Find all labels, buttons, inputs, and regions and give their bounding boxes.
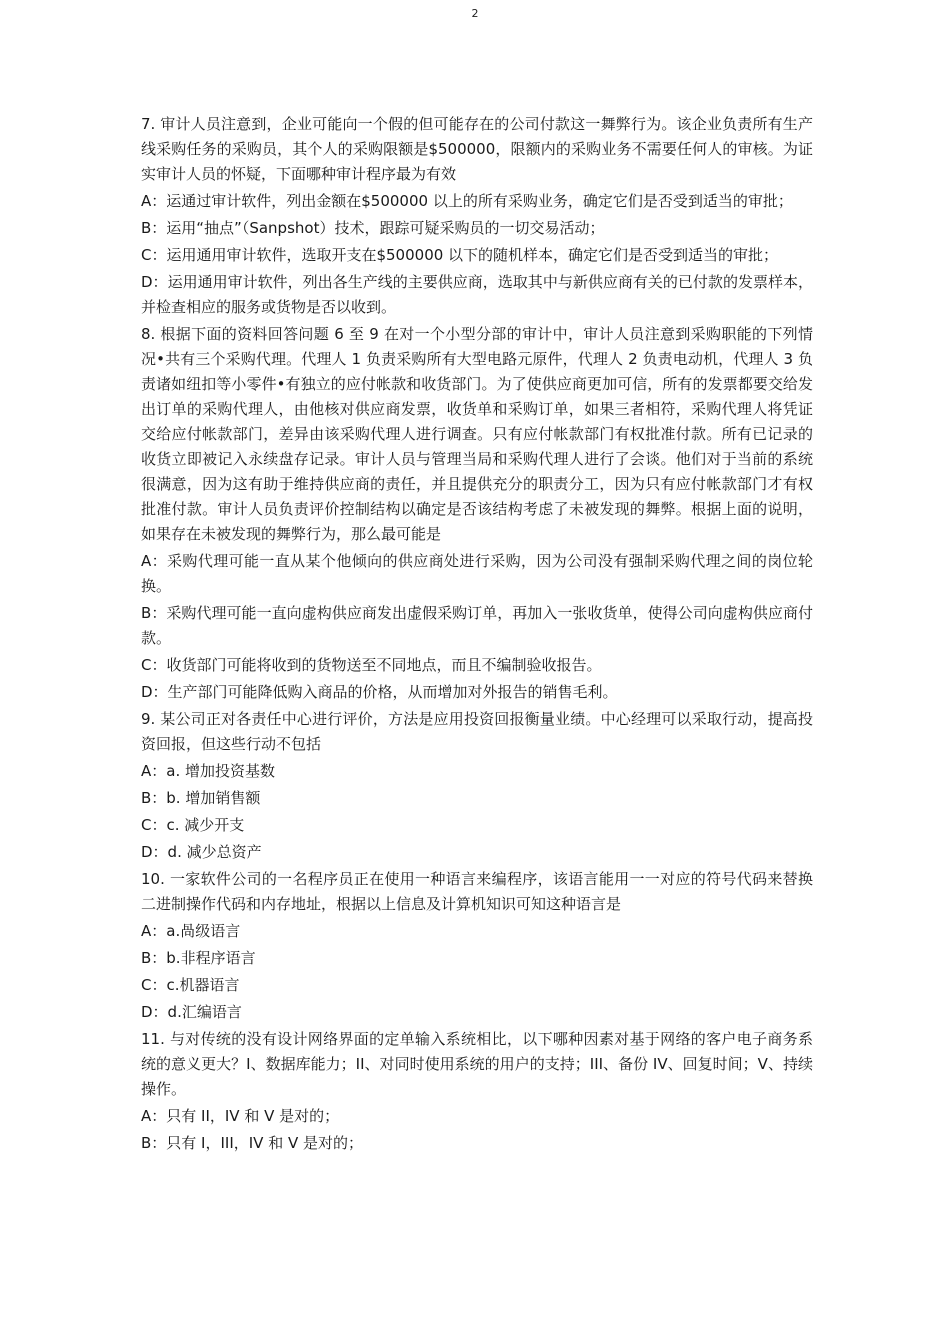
option-8b: B：采购代理可能一直向虚构供应商发出虚假采购订单，再加入一张收货单，使得公司向虚构供应商付款。 — [141, 604, 813, 647]
option-11b: B：只有 I，III，IV 和 V 是对的； — [141, 1134, 364, 1152]
question-8: 8. 根据下面的资料回答问题 6 至 9 在对一个小型分部的审计中，审计人员注意到采购职能的下列情况•共有三个采购代理。代理人 1 负责采购所有大型电路元原件，代理人 2 负责电动机，代理人 3 负责诸如纽扣等小零件•有独立的应付帐款和收货部门。为了使供应商更加可信，所有的发票都要交给发出订单的采购代理人，由他核对供应商发票，收货单和采购订单，如果三者相符，采购代理人将凭证交给应付帐款部门，差异由该采购代理人进行调查。只有应付帐款部门有权批准付款。所有已记录的收货立即被记入永续盘存记录。审计人员与管理当局和采购代理人进行了会谈。他们对于当前的系统很满意，因为这有助于维持供应商的责任，并且提供充分的职责分工，因为只有应付帐款部门才有权批准付款。审计人员负责评价控制结构以确定是否该结构考虑了未被发现的舞弊。根据上面的说明，如果存在未被发现的舞弊行为，那么最可能是 — [141, 325, 813, 543]
option-7b: B：运用“抽点”（Sanpshot）技术，跟踪可疑采购员的一切交易活动； — [141, 219, 605, 237]
option-11a: A：只有 II，IV 和 V 是对的； — [141, 1107, 340, 1125]
option-7c: C：运用通用审计软件，选取开支在$500000 以下的随机样本，确定它们是否受到适当的审批； — [141, 246, 779, 264]
option-9b: B：b. 增加销售额 — [141, 789, 261, 807]
option-10a: A：a.咼级语言 — [141, 922, 241, 940]
document-body — [141, 112, 813, 1158]
question-10: 10. 一家软件公司的一名程序员正在使用一种语言来编程序，该语言能用一一对应的符号代码来替换二进制操作代码和内存地址，根据以上信息及计算机知识可知这种语言是 — [141, 870, 813, 913]
option-8a: A：采购代理可能一直从某个他倾向的供应商处进行采购，因为公司没有强制采购代理之间的岗位轮换。 — [141, 552, 813, 595]
question-11: 11. 与对传统的没有设计网络界面的定单输入系统相比，以下哪种因素对基于网络的客户电子商务系统的意义更大？I、数据库能力；II、对同时使用系统的用户的支持；III、备份 IV、回复时间；V、持续操作。 — [141, 1030, 813, 1098]
option-8c: C：收货部门可能将收到的货物送至不同地点，而且不编制验收报告。 — [141, 656, 602, 674]
option-10c: C：c.机器语言 — [141, 976, 240, 994]
page-number: 2 — [471, 7, 479, 20]
option-10d: D：d.汇编语言 — [141, 1003, 242, 1021]
option-7d: D：运用通用审计软件，列出各生产线的主要供应商，选取其中与新供应商有关的已付款的发票样本，并检查相应的服务或货物是否以收到。 — [141, 273, 813, 316]
option-10b: B：b.非程序语言 — [141, 949, 256, 967]
option-8d: D：生产部门可能降低购入商品的价格，从而增加对外报告的销售毛利。 — [141, 683, 618, 701]
option-7a: A：运通过审计软件，列出金额在$500000 以上的所有采购业务，确定它们是否受到适当的审批； — [141, 192, 793, 210]
question-7: 7. 审计人员注意到，企业可能向一个假的但可能存在的公司付款这一舞弊行为。该企业负责所有生产线采购任务的采购员，其个人的采购限额是$500000，限额内的采购业务不需要任何人的审核。为证实审计人员的怀疑，下面哪种审计程序最为有效 — [141, 115, 813, 183]
option-9c: C：c. 减少开支 — [141, 816, 245, 834]
question-9: 9. 某公司正对各责任中心进行评价，方法是应用投资回报衡量业绩。中心经理可以采取行动，提高投资回报，但这些行动不包括 — [141, 710, 813, 753]
option-9a: A：a. 增加投资基数 — [141, 762, 275, 780]
option-9d: D：d. 减少总资产 — [141, 843, 262, 861]
